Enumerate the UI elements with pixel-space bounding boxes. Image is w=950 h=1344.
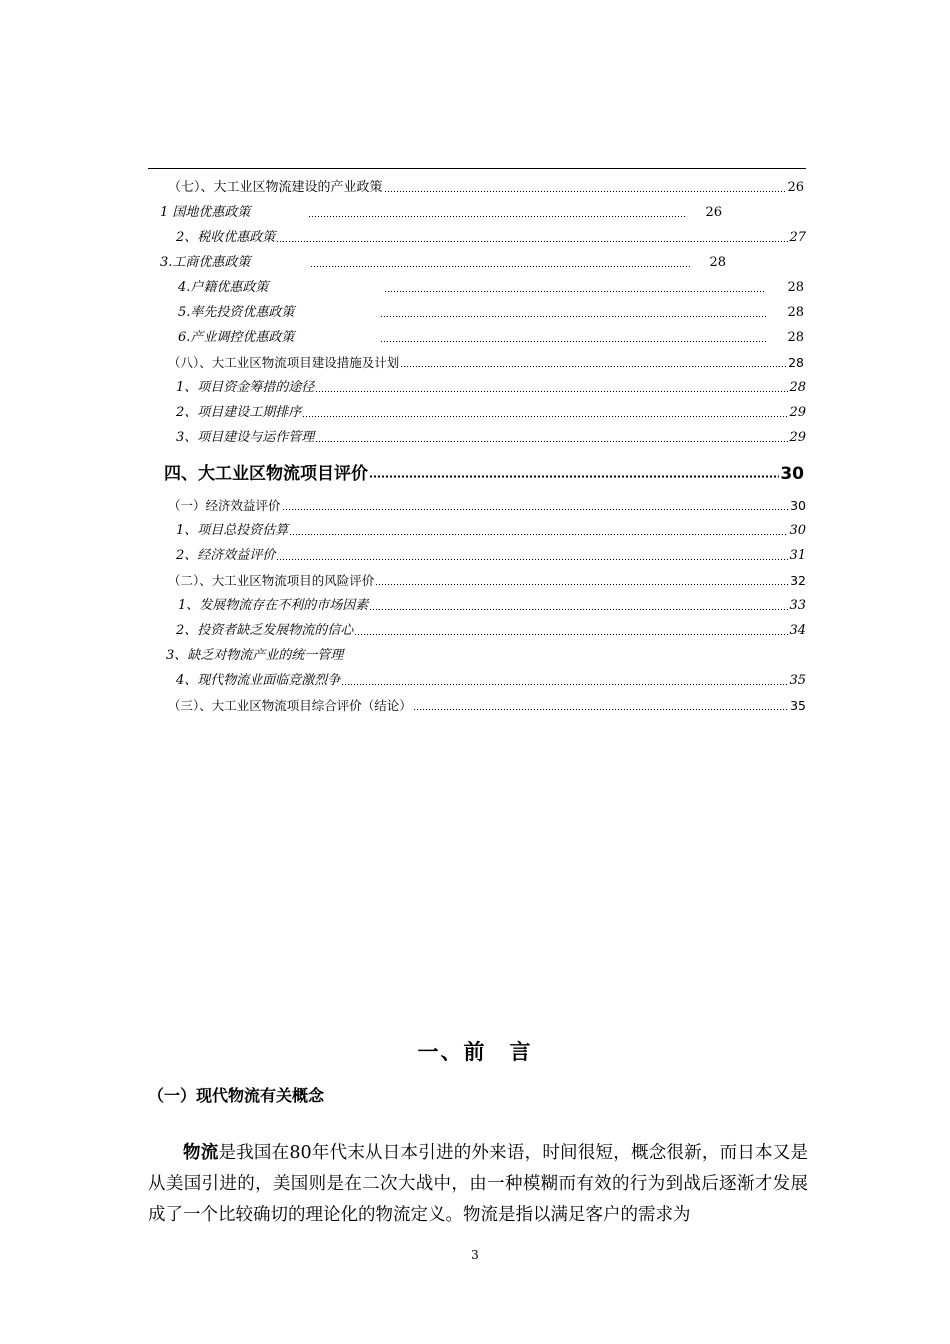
toc-entry[interactable] [166,644,466,664]
toc-leader-dots [369,609,788,610]
toc-entry[interactable] [160,251,726,271]
toc-leader-dots [375,584,789,585]
toc-entry-label: 3、缺乏对物流产业的统一管理 [166,648,344,663]
toc-entry-page: 32 [790,573,806,588]
toc-entry-page: 35 [790,698,806,713]
toc-entry-page: 26 [787,180,804,195]
toc-entry[interactable] [176,544,806,564]
body-paragraph [148,1138,808,1231]
toc-entry-page: 31 [789,548,806,563]
toc-entry-label: 1、项目资金筹措的途径 [176,380,315,395]
toc-entry-label: （八）、大工业区物流项目建设措施及计划 [168,355,400,370]
toc-entry-page: 30 [780,464,804,484]
toc-leader-dots [384,191,787,192]
toc-entry[interactable] [176,519,806,539]
toc-leader-dots [369,475,779,478]
toc-entry-label: 2、项目建设工期排序 [176,405,302,420]
toc-entry[interactable] [176,619,806,639]
toc-entry-label: （七）、大工业区物流建设的产业政策 [168,180,383,195]
toc-entry[interactable] [176,401,806,421]
toc-entry[interactable] [168,176,804,196]
toc-entry-label: 1 国地优惠政策 [160,205,251,220]
toc-entry-label: （一）经济效益评价 [168,498,281,513]
toc-entry[interactable] [178,276,804,296]
toc-entry-page: 28 [789,380,806,395]
toc-leader-dots [276,241,788,242]
section-title: 一、前 言 [417,1040,533,1064]
toc-entry-label: 3.工商优惠政策 [160,255,251,270]
toc-leader-dots [315,391,788,392]
toc-leader-dots [310,266,690,267]
toc-entry-page: 26 [705,205,722,220]
toc-entry[interactable] [168,694,806,714]
toc-entry-label: 6.产业调控优惠政策 [178,330,295,345]
toc-entry[interactable] [168,569,806,589]
toc-entry-page: 28 [709,255,726,270]
toc-leader-dots [380,341,766,342]
toc-entry-label: 2、投资者缺乏发展物流的信心 [176,623,354,638]
toc-entry-page: 30 [789,523,806,538]
toc-entry-page: 33 [789,598,806,613]
toc-entry-page: 28 [787,280,804,295]
toc-entry-page: 29 [789,405,806,420]
toc-leader-dots [308,216,686,217]
toc-entry-chapter[interactable] [164,458,804,482]
toc-leader-dots [276,559,788,560]
header-rule [148,168,806,169]
toc-entry-page: 28 [788,355,804,370]
toc-leader-dots [282,509,790,510]
toc-entry-label: （三）、大工业区物流项目综合评价（结论） [168,698,412,713]
toc-leader-dots [289,534,788,535]
toc-leader-dots [341,684,788,685]
toc-leader-dots [354,634,788,635]
toc-entry-label: 2、税收优惠政策 [176,230,276,245]
toc-entry-page: 34 [789,623,806,638]
toc-leader-dots [302,416,788,417]
toc-leader-dots [315,441,788,442]
toc-leader-dots [400,366,787,367]
toc-entry-label: 1、发展物流存在不利的市场因素 [178,598,369,613]
toc-entry[interactable] [176,376,806,396]
toc-entry-page: 28 [787,330,804,345]
toc-entry[interactable] [178,301,804,321]
toc-entry-page: 29 [789,430,806,445]
toc-entry[interactable] [178,594,806,614]
toc-entry[interactable] [168,494,806,514]
toc-entry[interactable] [176,669,806,689]
toc-entry-page: 30 [790,498,806,513]
toc-entry-label: 2、经济效益评价 [176,548,276,563]
toc-entry-page: 27 [789,230,806,245]
toc-leader-dots [384,291,766,292]
toc-entry-label: （二）、大工业区物流项目的风险评价 [168,573,375,588]
toc-leader-dots [413,709,789,710]
paragraph-text: 是我国在80年代末从日本引进的外来语，时间很短，概念很新，而日本又是从美国引进的，美国则是在二次大战中，由一种模糊而有效的行为到战后逐渐才发展成了一个比较确切的理论化的物流定义。物流是指以满足客户的需求为 [148,1143,809,1225]
page-number: 3 [471,1248,479,1262]
toc-entry-label: 4、现代物流业面临竞激烈争 [176,673,341,688]
toc-entry[interactable] [176,426,806,446]
toc-entry-label: 1、项目总投资估算 [176,523,289,538]
toc-entry[interactable] [178,326,804,346]
subsection-title: （一）现代物流有关概念 [148,1086,325,1105]
toc-entry[interactable] [168,351,804,371]
toc-entry-page: 28 [787,305,804,320]
toc-entry-label: 4.户籍优惠政策 [178,280,269,295]
toc-entry-label: 四、大工业区物流项目评价 [164,464,368,484]
toc-entry-label: 3、项目建设与运作管理 [176,430,315,445]
toc-entry[interactable] [160,201,722,221]
toc-entry[interactable] [176,226,806,246]
paragraph-lead-term: 物流 [183,1143,219,1163]
toc-entry-page: 35 [789,673,806,688]
toc-leader-dots [380,316,766,317]
toc-entry-label: 5.率先投资优惠政策 [178,305,295,320]
